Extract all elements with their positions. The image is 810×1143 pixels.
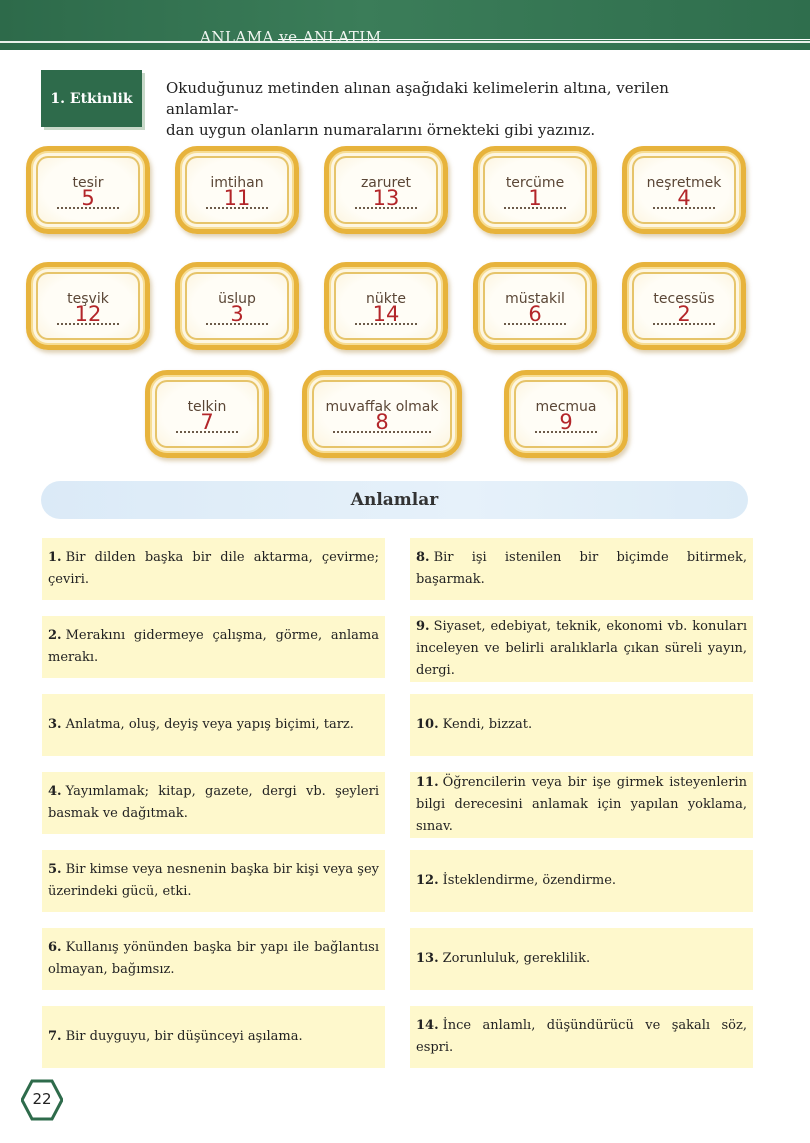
meaning-box: [42, 850, 385, 912]
meaning-number: 2.: [48, 628, 62, 643]
card-word: teşvik: [67, 291, 109, 307]
meaning-box: [410, 616, 753, 682]
meaning-number: 7.: [48, 1029, 62, 1044]
meaning-text: Bir işi istenilen bir biçimde bitirmek, başarmak.: [416, 550, 747, 587]
meaning-text: İnce anlamlı, düşündürücü ve şakalı söz, espri.: [416, 1018, 747, 1055]
meaning-number: 4.: [48, 784, 62, 799]
card-word: zaruret: [360, 175, 412, 191]
header-title: ANLAMA ve ANLATIM: [200, 28, 382, 46]
meaning-text: Bir kimse veya nesnenin başka bir kişi veya şey üzerindeki gücü, etki.: [48, 862, 379, 899]
card-word: imtihan: [210, 175, 264, 191]
activity-label: 1. Etkinlik: [41, 70, 142, 127]
meaning-text: Zorunluluk, gereklilik.: [442, 951, 591, 966]
card-answer: 3: [230, 302, 244, 326]
meaning-text: Siyaset, edebiyat, teknik, ekonomi vb. konuları inceleyen ve belirli aralıklarla çıkan süreli yayın, dergi.: [416, 619, 747, 678]
meaning-number: 11.: [416, 775, 439, 790]
word-card: [26, 262, 150, 350]
meaning-number: 6.: [48, 940, 62, 955]
card-answer: 2: [677, 302, 691, 326]
card-word: muvaffak olmak: [325, 399, 439, 415]
card-answer: 14: [372, 302, 400, 326]
meaning-text: Kendi, bizzat.: [442, 717, 533, 732]
header-rule: [0, 41, 810, 43]
header-bar: [0, 0, 810, 50]
instruction-line-1: Okuduğunuz metinden alınan aşağıdaki kelimelerin altına, verilen anlamlar-: [166, 79, 669, 118]
card-answer: 11: [223, 186, 251, 210]
meaning-text: Yayımlamak; kitap, gazete, dergi vb. şeyleri basmak ve dağıtmak.: [48, 784, 379, 821]
meaning-number: 12.: [416, 873, 439, 888]
meaning-number: 1.: [48, 550, 62, 565]
word-card: [622, 146, 746, 234]
word-card: [473, 146, 597, 234]
meaning-number: 10.: [416, 717, 439, 732]
meanings-title: Anlamlar: [41, 481, 748, 519]
word-card: [175, 146, 299, 234]
card-word: mecmua: [535, 399, 597, 415]
meaning-text: Bir duyguyu, bir düşünceyi aşılama.: [65, 1029, 303, 1044]
card-word: müstakil: [505, 291, 565, 307]
word-card: [324, 262, 448, 350]
page-number-badge: [21, 1079, 63, 1121]
meaning-number: 9.: [416, 619, 430, 634]
meaning-number: 3.: [48, 717, 62, 732]
card-answer: 13: [372, 186, 400, 210]
card-word: tercüme: [505, 175, 565, 191]
meaning-text: Öğrencilerin veya bir işe girmek isteyenlerin bilgi derecesini anlamak için yapılan yoklama, sınav.: [416, 775, 747, 834]
meaning-box: [42, 694, 385, 756]
card-word: tesir: [72, 175, 104, 191]
meaning-box: [410, 850, 753, 912]
meaning-box: [410, 694, 753, 756]
meaning-box: [410, 1006, 753, 1068]
card-word: nükte: [366, 291, 406, 307]
word-card: [26, 146, 150, 234]
meaning-text: Merakını gidermeye çalışma, görme, anlama merakı.: [48, 628, 379, 665]
meaning-number: 14.: [416, 1018, 439, 1033]
card-answer: 12: [74, 302, 102, 326]
card-answer: 9: [559, 410, 573, 434]
card-word: neşretmek: [646, 175, 722, 191]
activity-instruction: [166, 78, 746, 141]
meaning-box: [410, 928, 753, 990]
card-word: telkin: [187, 399, 227, 415]
instruction-line-2: dan uygun olanların numaralarını örnekteki gibi yazınız.: [166, 121, 596, 139]
meaning-number: 8.: [416, 550, 430, 565]
meaning-text: İsteklendirme, özendirme.: [442, 873, 617, 888]
meaning-text: Kullanış yönünden başka bir yapı ile bağlantısı olmayan, bağımsız.: [48, 940, 379, 977]
meaning-number: 5.: [48, 862, 62, 877]
card-answer: 6: [528, 302, 542, 326]
card-answer: 4: [677, 186, 691, 210]
card-answer: 1: [528, 186, 542, 210]
word-card: [324, 146, 448, 234]
meaning-box: [42, 616, 385, 678]
card-word: tecessüs: [653, 291, 715, 307]
meaning-number: 13.: [416, 951, 439, 966]
meaning-box: [42, 772, 385, 834]
word-card: [175, 262, 299, 350]
card-answer: 7: [200, 410, 214, 434]
meaning-text: Anlatma, oluş, deyiş veya yapış biçimi, tarz.: [65, 717, 354, 732]
page-number: 22: [32, 1090, 52, 1108]
card-answer: 5: [81, 186, 95, 210]
meaning-box: [410, 538, 753, 600]
word-card: [302, 370, 462, 458]
meaning-box: [42, 928, 385, 990]
word-card: [473, 262, 597, 350]
card-word: üslup: [218, 291, 256, 307]
meaning-box: [410, 772, 753, 838]
card-answer: 8: [375, 410, 389, 434]
word-card: [145, 370, 269, 458]
meaning-box: [42, 1006, 385, 1068]
meaning-box: [42, 538, 385, 600]
meaning-text: Bir dilden başka bir dile aktarma, çevirme; çeviri.: [48, 550, 379, 587]
word-card: [622, 262, 746, 350]
word-card: [504, 370, 628, 458]
